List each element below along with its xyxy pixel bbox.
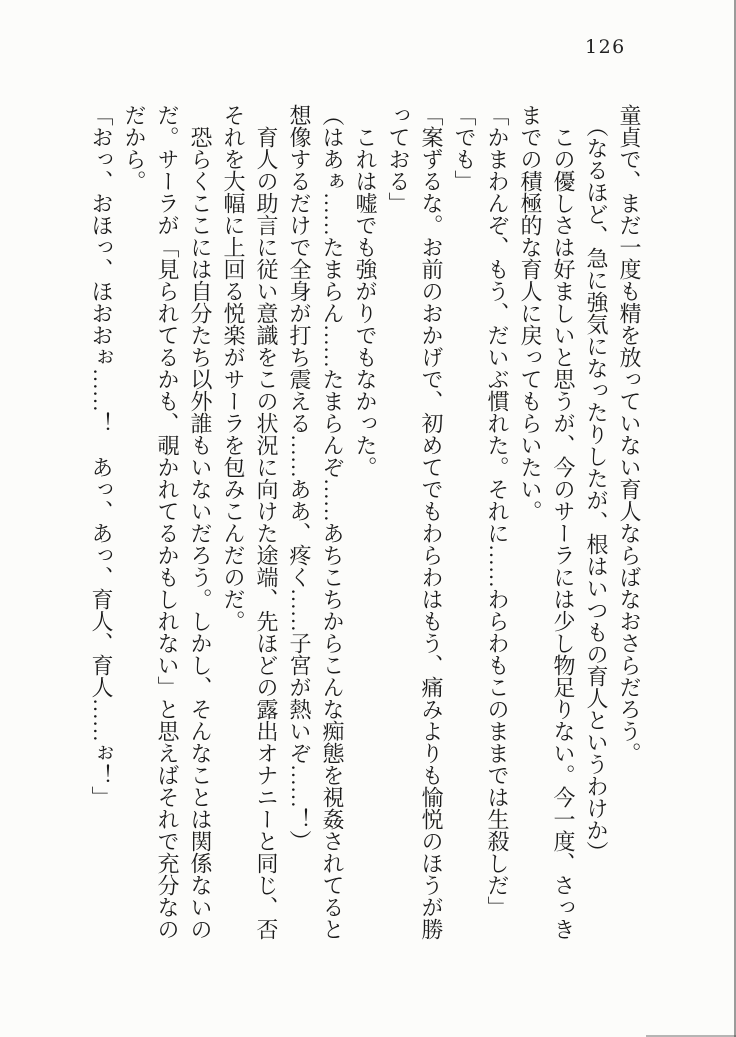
text-column: （なるほど、急に強気になったりしたが、根はいつもの育人というわけか） bbox=[584, 104, 609, 863]
page-number: 126 bbox=[585, 36, 626, 58]
text-column: （はあぁ……たまらん……たまらんぞ……あちこちからこんな痴態を視姦されてると bbox=[320, 104, 345, 940]
text-column: 「でも」 bbox=[452, 104, 477, 192]
text-column: 恐らくここには自分たち以外誰もいないだろう。しかし、そんなことは関係ないの bbox=[188, 104, 213, 940]
text-column: 「おっ、おほっ、ほおおぉ……！ あっ、あっ、育人、育人……ぉ！」 bbox=[89, 104, 114, 808]
text-column: だから。 bbox=[122, 104, 147, 192]
text-column: までの積極的な育人に戻ってもらいたい。 bbox=[518, 104, 543, 522]
text-column: 「かまわんぞ、もう、だいぶ慣れた。それに……わらわもこのままでは生殺しだ」 bbox=[485, 104, 510, 918]
text-column: この優しさは好ましいと思うが、今のサーラには少し物足りない。今一度、さっき bbox=[551, 104, 576, 940]
text-column: 童貞で、まだ一度も精を放っていない育人ならばなおさらだろう。 bbox=[617, 104, 642, 764]
text-column: っておる」 bbox=[386, 104, 411, 214]
text-column: 育人の助言に従い意識をこの状況に向けた途端、先ほどの露出オナニーと同じ、否 bbox=[254, 104, 279, 940]
text-column: これは嘘でも強がりでもなかった。 bbox=[353, 104, 378, 478]
text-column: 想像するだけで全身が打ち震える……ああ、疼く……子宮が熱いぞ……！） bbox=[287, 104, 312, 852]
text-column: 「案ずるな。お前のおかげで、初めてでもわらわはもう、痛みよりも愉悦のほうが勝 bbox=[419, 104, 444, 940]
text-column: だ。サーラが「見られてるかも、覗かれてるかもしれない」と思えばそれで充分なの bbox=[155, 104, 180, 940]
text-column: それを大幅に上回る悦楽がサーラを包みこんだのだ。 bbox=[221, 104, 246, 632]
